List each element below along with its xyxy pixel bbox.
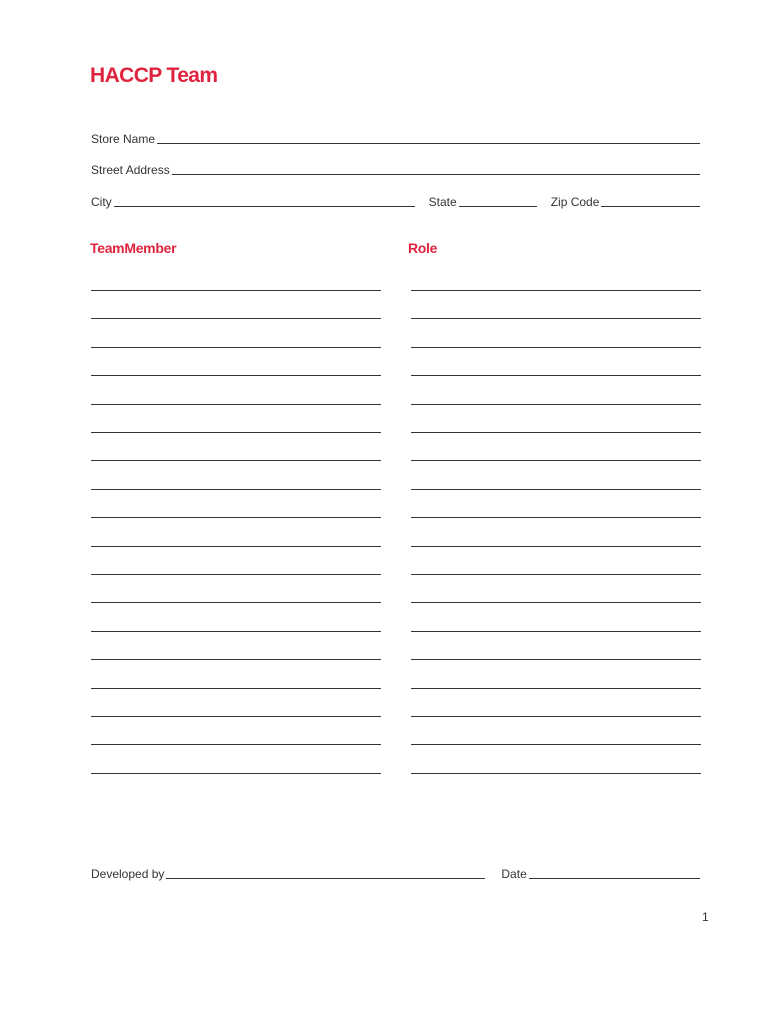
role-line[interactable]: [411, 290, 701, 291]
role-line[interactable]: [411, 489, 701, 490]
street-address-field[interactable]: [172, 174, 700, 175]
role-line[interactable]: [411, 602, 701, 603]
team-member-line[interactable]: [91, 546, 381, 547]
city-field[interactable]: [114, 206, 415, 207]
role-line[interactable]: [411, 744, 701, 745]
role-line[interactable]: [411, 404, 701, 405]
state-field[interactable]: [459, 206, 537, 207]
role-line[interactable]: [411, 688, 701, 689]
role-line[interactable]: [411, 631, 701, 632]
city-state-zip-row: [91, 191, 700, 209]
store-name-label: Store Name: [91, 132, 156, 146]
team-member-line[interactable]: [91, 517, 381, 518]
store-name-field[interactable]: [157, 143, 700, 144]
team-member-line[interactable]: [91, 460, 381, 461]
team-member-line[interactable]: [91, 404, 381, 405]
street-address-label: Street Address: [91, 163, 170, 177]
developed-by-row: [91, 863, 700, 881]
role-line[interactable]: [411, 773, 701, 774]
role-line[interactable]: [411, 460, 701, 461]
role-line[interactable]: [411, 716, 701, 717]
form-title: HACCP Team: [90, 64, 218, 87]
team-member-line[interactable]: [91, 716, 381, 717]
role-line[interactable]: [411, 546, 701, 547]
team-member-line[interactable]: [91, 631, 381, 632]
developed-by-label: Developed by: [91, 867, 165, 881]
developed-by-field[interactable]: [166, 878, 485, 879]
date-field[interactable]: [529, 878, 700, 879]
team-member-header: TeamMember: [90, 240, 177, 256]
zip-code-field[interactable]: [601, 206, 700, 207]
city-label: City: [91, 195, 112, 209]
page-number: 1: [702, 910, 709, 924]
store-name-row: [91, 128, 700, 146]
role-line[interactable]: [411, 318, 701, 319]
team-member-line[interactable]: [91, 773, 381, 774]
date-label: Date: [501, 867, 527, 881]
team-member-line[interactable]: [91, 688, 381, 689]
state-label: State: [428, 195, 457, 209]
team-member-line[interactable]: [91, 602, 381, 603]
zip-code-label: Zip Code: [550, 195, 600, 209]
street-address-row: [91, 159, 700, 177]
team-member-line[interactable]: [91, 574, 381, 575]
role-line[interactable]: [411, 659, 701, 660]
team-member-line[interactable]: [91, 347, 381, 348]
team-member-line[interactable]: [91, 375, 381, 376]
team-member-line[interactable]: [91, 659, 381, 660]
team-member-line[interactable]: [91, 290, 381, 291]
role-line[interactable]: [411, 347, 701, 348]
role-header: Role: [408, 240, 438, 256]
team-member-line[interactable]: [91, 318, 381, 319]
role-line[interactable]: [411, 517, 701, 518]
role-line[interactable]: [411, 432, 701, 433]
role-line[interactable]: [411, 375, 701, 376]
role-line[interactable]: [411, 574, 701, 575]
team-member-line[interactable]: [91, 489, 381, 490]
team-member-line[interactable]: [91, 744, 381, 745]
team-member-line[interactable]: [91, 432, 381, 433]
